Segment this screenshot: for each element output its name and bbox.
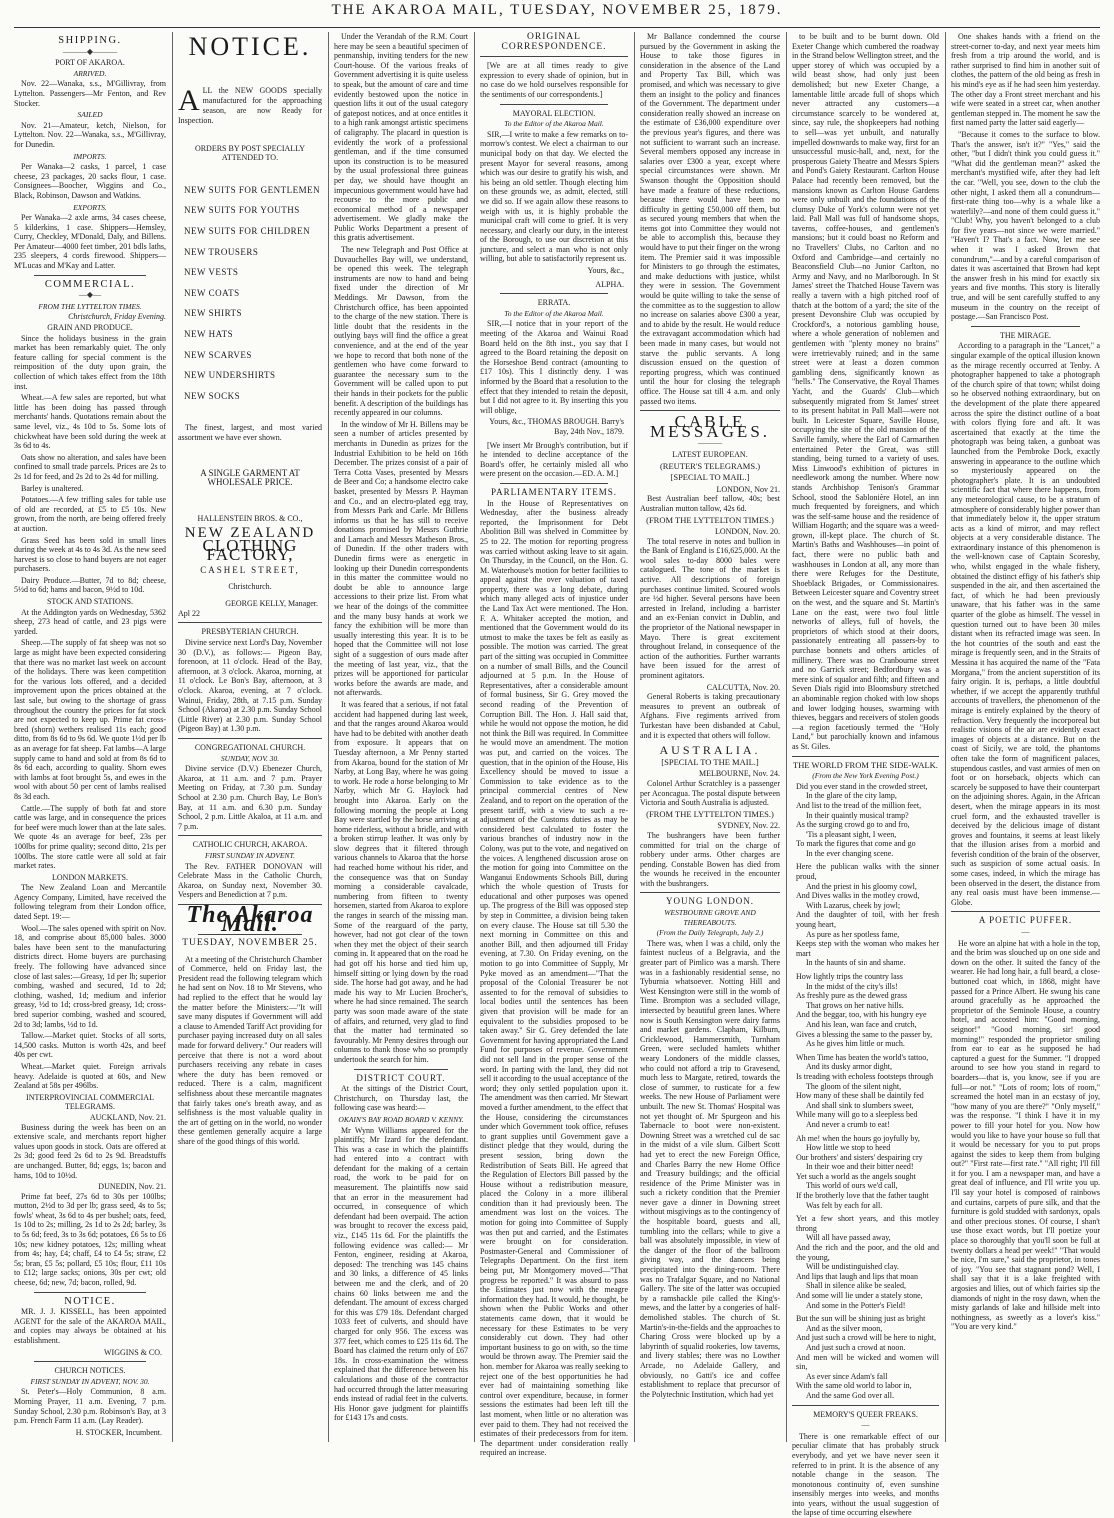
drop-cap-a: A [178,83,200,117]
poem-line: And lips that laugh and lips that moan [796,1271,918,1281]
source-line: (From the New York Evening Post.) [812,771,919,781]
church-date: FIRST SUNDAY IN ADVENT, NOV. 30. [30,1376,150,1386]
article-paragraph: He wore an alpine hat with a hole in the top, and the brim was slouched up on one side and down on the other. It suited the fancy of the wearer. He had long hair, a full beard, a close-buttoned coat which, in 1868, might have passed for a Prince Albert. He swung his cane around gracefully as he approached the proprietor of the Seminole House, a country hotel, and accosted him: "Good morning, seignor!" "Good morning, sir! good morning!" responded the proprietor smiling from ear to ear as he supposed he had captured a guest for the Summer. "I dropped around to see how you stand in regard to boarders—that is, you know, see if you are full—or not." "Lots of room; lots of room," screamed the hotel man in an ecstasy of joy, "how many of you are there?" "Only myself," was the response. "I think I have it in my power to fill your hotel for you. Now how would you like to have your house so full that it would be necessary for you to put props against the sides to keep them from bulging out?" "First rate—first rate." "All right; I'll fill it for you. I am a newspaper man, and have a great deal of influence, and I'll write you up. I'll say your hotel is composed of rainbows and curtains, carpets of pure silk, and that the furniture is gold studded with sardonyx, opals and other precious stones. Of course, I shan't use those exact words, but I'll poetize your place so thoroughly that you'll soon be full at twenty dollars a head per week!" "That would be nice, I'm sure," said the proprietor, in tones of joy. "You see that stagnant pond? Well, I shall say that it is a lake freighted with argosies and lilies, out of which fairies sip the diamonds of night in the rosy dawn, when the misty garlands of lake and hillside melt into nothingness, as sweetly as a lover's kiss." "You are very kind." [951,938,1100,1332]
poem-line: And never a crumb to eat! [806,1119,890,1129]
article-paragraph: In the House of Representatives on Wednesday, after the business already reported, the Imprisonment for Debt Abolition Bill was shelved in Committee by 25 to 22. The motion for reporting progress was carried without asking leave to sit again. On Thursday, in the Council, on the Hon. G. M. Waterhouse's motion for better facilities to appeal against the over valuation of taxed property, there was a long debate, during which many alleged acts of injustice under the Land Tax Act were mentioned. The Hon. F. A. Whitaker accepted the motion, and mentioned that the Government would do its utmost to make the taxes be felt as easily as possible. The motion was carried. The great part of the sitting was occupied in Committee on a number of small Bills, and the Council adjourned at 5 p.m. In the House of Representatives, after a considerable amount of formal business, Sir G. Grey moved the second reading of the Prevention of Corruption Bill. The Hon. J. Hall said that, while he would not oppose the motion, he did not think the Bill was required. In Committee he would move an amendment. The motion was put, and carried on the voices. The question, that in the opinion of the House, His Excellency should be moved to issue a Commission to take evidence as to the principal commercial centres of New Zealand, and to report on the operation of the present tariff, with a view to such a re-adjustment of the Customs duties as may be considered best calculated to foster the various branches of industry now in the Colony, was put to the vote, and negatived on the voices. A lengthened discussion arose on the motion for going into Committee on the Wanganui Endowments Schools Bill, during which the whole question of Trusts for educational and other purposes was opened up. The progress of the Bill was opposed step by step in Committee, a division being taken on every clause. The House sat till 5.30 the next morning in Committee on this and another Bill, and then adjourned till Friday evening, at 7.30. On Friday evening, on the motion to go into Committee of Supply, Mr Pyke moved as an amendment—"That the proposal of the Colonial Treasurer be not assented to for the removal of subsidies to local bodies until the sentences has been given that provision will be made for an equivalent to the subsidies proposed to be taken away." Sir G. Grey defended the late Government for having appropriated the Land Fund for purposes of revenue. Government did not sell land in the proper sense of the word. In parting with the land, they did not sell it according to the usual acceptance of the word; they only settled population upon it. The amendment was then carried. Mr Stewart moved a further amendment, to the effect that the House, considering the circumstances under which Government took office, refuses to grant supplies until Government gave a distinct pledge that they would, during the present session, bring down the Redistribution of Seats Bill. He agreed that the Regulation of Electors Bill passed by the House without a redistribution measure, placed the Colony in a more illiberal condition than it had previously been. The amendment was lost on the voices. The motion for going into Committee of Supply was then put and carried, and the Estimates were brought on for consideration. Postmaster-General and Commissioner of Telegraphs Department. On the first item being put, Mr Montgomery moved—"That progress be reported." It was absurd to pass the Estimates just now with the meagre information they had. It would, he thought, be shown when the Public Works and other statements came down, that it would be necessary for these Estimates to be very considerably cut down. They had other important business to go on with, so the time would be thrown away. The Premier said the hon. member for Akaroa was really seeking to reject one of the best opportunities he had ever had of maintaining something like control over expenditure, because, in former sessions the estimates had been left till the last moment, when little or no alteration was ever paid to them. They had not received the estimates of their predecessors from for item. The department under consideration really required an increase. [480,498,628,1458]
ornament: —◆— [78,290,102,300]
poem-line: And men will be wicked and women will sin, [796,1352,939,1372]
dateline: CALCUTTA, Nov. 20. [706,682,780,692]
poem-line: Will all have passed away, [806,1233,891,1243]
poem-line: While many will go to a sleepless bed [796,1110,918,1120]
subheading-imports: IMPORTS. [73,151,107,161]
subheading-arrived: ARRIVED. [73,68,107,78]
memory-heading: MEMORY'S QUEER FREAKS. [813,1409,918,1419]
ornament: — [1021,927,1030,937]
column-rule [474,32,475,1442]
article-paragraph: In the window of Mr H. Billens may be seen a number of articles presented by merchants in Dunedin as prizes for the Industrial Exhibition to be held on 16th December. The prizes consist of a pair of Terra Cotta Vases, presented by Messrs de Beer and Co; a handsome electro cake basket, presented by Messrs P. Hayman and Co., and an electro-plated egg tray, from Messrs Park and Carle. Mr Billens informs us that he has still to receive donations promised by Messrs Guthrie and Larnach and Messrs Matheson Bros., of Dunedin. If the other traders with Dunedin firms were as energetic in looking up their Dunedin correspondents in this matter the committee would no doubt be able to announce large accessions to their prize list. From what we hear of the doings of the committee and the many busy hands at work we fancy the exhibition will be more than usually interesting this year. It is to be hoped that the Committee will not lose sight of a suggestion of ours made after the meeting of last year, viz., that the prizes will be apportioned for particular works before the awards are made, and not afterwards. [334,419,468,698]
poem-line: And Dives walks in the motley crowd, [796,891,920,901]
goods-item: NEW UNDERSHIRTS [184,370,276,381]
article-paragraph: At the Addington yards on Wednesday, 5362 sheep, 273 head of cattle, and 23 pigs were yarded. [14,607,166,636]
column-sidewalk [792,32,939,1518]
article-paragraph: According to a paragraph in the "Lancet," a singular example of the optical illusion known as the mirage recently occurred at Tenby. A photographer happened to take a photograph of the church spire of that town; whilst doing so he observed nothing extraordinary, but on the development of the plate there appeared across the spire the distinct outline of a boat with colors flying fore and aft. It was ascertained that exactly at the time the photograph was being taken, a gunboat was launched from the Pembroke Dock, exactly answering in appearance to the outline which so mysteriously appeared on the photographer's plate. It is an undoubted scientific fact that where there happens, from any meteorological cause, to be a stratum of atmosphere of considerably higher power than that immediately below it, the upper stratum acts as a kind of mirror, and may reflect objects at a very considerable distance. The extraordinary instance of this phenomenon is the well-known case of Captain Scoresby, who, whilst engaged in the whale fishery, obtained the distinct effigy of his father's ship suspended in the air, and then ascertained the fact, of which he had been previously unaware, that his father was in the same quarter of the globe as himself. The vessel in question turned out to have been 30 miles distant when its refracted image was seen. In the hot countries of the south and east the mirage is frequently seen, and in the Straits of Messina it has acquired the name of the "Fata Morgana," from the ancient superstition of its fairy origin. It is, perhaps, a little doubtful whether, if we accept the apparently truthful accounts of travellers, the phenomenon of the mirage is entirely explained by the theory of refraction. Very frequently the incorporeal but realistic visions of the air are evidently exact images of objects at a distance. But on the coast of Sicily, we are told, the phantoms often take the form of magnificent palaces, stupendous castles, and vast armies of men on foot or on horseback, objects which can scarcely be supposed to have their counterpart on the adjoining shores. Again, in the African desert, when the mirage appears in its most cruel form, and the exhausted traveller is deceived by the delicious image of distant groves and fountains, it seems at least likely that the illusion arises from a morbid and feverish condition of the brain of the observer, such as suspicion of some actual oasis. In some cases, indeed, in which the mirage has been observed in the desert, the distance from any real oasis must have been immense.—Globe. [951,341,1100,907]
goods-item: NEW SUITS FOR CHILDREN [184,225,311,236]
poem-line: Gives a blessing the same to the passer by, [796,1029,933,1039]
goods-item: NEW SHIRTS [184,308,243,319]
poem-line: With Lazarus, cheek by jowl; [806,900,901,910]
sailed-text: Nov. 21—Amateur, ketch, Nielson, for Lyttelton. Nov. 22—Wanaka, s.s., M'Gillivray, for Dunedin. [14,120,166,149]
mirage-heading: THE MIRAGE. [999,330,1052,340]
letter-signature: Yours, &c., THOMAS BROUGH. Barry's Bay, 24th Nov., 1879. [489,417,624,436]
poem-line: Will be undistinguished clay. [806,1262,899,1272]
letter-text: SIR,—I write to make a few remarks on to-morrow's contest. We elect a chairman to our municipal body on that day. We elected the present Mayor for several reasons, among which was our desire to gratify his wish, and his being an old settler. Though electing him on these grounds we, as admit, elected, still we did so. If we again allow these reasons to weigh with us, it is highly probable the municipal craft will come to grief. It is very necessary, and clearly our duty, in the interest of the Borough, to use our discretion at this juncture, and select a man who is not only willing, but able to satisfactorily represent us. [480,129,628,264]
poem-line: Yet such a world as the angels sought [796,1171,916,1181]
masthead: THE AKAROA MAIL, TUESDAY, NOVEMBER 25, 1879. [331,2,783,18]
poem-line: And the priest in his gloomy cowl, [806,881,917,891]
poem-line: And his lean, wan face and crutch, [806,1019,917,1029]
article-paragraph: Sheep.—The supply of fat sheep was not so large as might have been expected considering that there was no market last week on account of the holidays. There was keen competition for the various lots offered, and a decided improvement upon the prices obtained at the last sale, but owing to the shortage of grass throughout the country the prices for fat stock are not expected to keep up. Prime fat cross-bred (shorn) wethers realised 11s each; good ditto, from 8s 6d to 9s 6d. We quote 1½d per lb as an average for fat sheep. Fat lambs—A large supply came to hand and sold at from 8s 6d to 8s 6d each, according to quality. Shorn ewes with lambs at foot brought 5s, and ewes in the wool with about 50 per cent of lambs realised 8s 3d each. [14,638,166,801]
poem [792,782,939,1401]
source-line: (From the Daily Telegraph, July 2.) [656,928,764,938]
divider [500,104,608,105]
divider [792,1405,939,1406]
paper-nameplate: The Akaroa Mail. [186,901,314,938]
finest-assortment: The finest, largest, and most varied assortment we have ever shown. [178,423,322,442]
goods-item: NEW TROUSERS [184,246,259,257]
column-rule [786,32,787,1442]
cable-text: Best Australian beef tallow, 40s; best Australian mutton tallow, 42s 6d. [640,494,780,513]
dateline: DUNEDIN, Nov. 21. [98,1182,166,1192]
column-correspondence [480,32,628,1458]
goods-item: NEW SUITS FOR YOUTHS [184,205,300,216]
notice-heading: NOTICE. [64,1295,116,1307]
poem-line: In the midst of the city's ills! [806,981,898,991]
divider [640,410,780,411]
article-paragraph: Mr Wynn Williams appeared for the plaintiffs; Mr Izard for the defendant. This was a case in which the plaintiffs had entered into a contract with defendant for the making of a certain road, the work to be paid for on measurement. The plaintiffs now said that an error in the measurement had occurred, in consequence of which defendant had been overpaid. The action was brought to recover the excess paid, viz., £145 11s 6d. For the plaintiffs the following evidence was called:— Mr Fenton, engineer, residing at Akaroa, deposed: The trenching was 145 chains and 30 links, a difference of 45 links between me and the clerk, and of 20 chains 60 links between me and the defendant. The amount of excess charged for this was £79 18s. Defendant charged 1033 feet of culverts, and should have charged for only 956. The excess was 377 feet, which comes to £25 11s 6d. The Board has claimed the return only of £67 18s. In cross-examination the witness explained that the difference between his calculations and those of the contractor had occurred through the latter measuring ends instead of radial feet in the culverts. His Honor gave judgment for plaintiffs for £143 17s and costs. [334,1125,468,1423]
section-heading-shipping: SHIPPING. [58,35,122,46]
poem-line: As he gives him little or much. [806,1039,905,1049]
poem-line: In the ever changing scene. [806,848,894,858]
letter-text: SIR,—I notice that in your report of the meeting of the Akaroa and Wainui Road Board held on the 8th inst., you say that I agreed to the Board retaining the deposit on the Horseshoe Bend contract (amounting to £17 10s). This I distinctly deny. I was informed by the Board that a resolution to the effect that they intended to retain the deposit, but I did not agree to it. By inserting this you will oblige, [480,319,628,415]
latest-european: LATEST EUROPEAN. [672,449,748,459]
divider [500,483,608,484]
parliamentary-heading: PARLIAMENTARY ITEMS. [490,486,618,497]
new-goods-list [178,186,322,402]
cable-text: The total reserve in notes and bullion in the Bank of England is £16,625,000. At the wool sales to-day 8000 bales were catalogued. The tone of the market is active. All descriptions of foreign purchases continue limited. Scoured wools are ½d higher. Several persons have been arrested in Ireland, including a barrister and an ex-Fenian convict in Dublin, and the proprietor of the National newspaper in Mayo. There is great excitement throughout Ireland, in consequence of the action of the authorities. Further warrants have been issued for the arrest of prominent agitators. [640,536,780,680]
orders-by-post: ORDERS BY POST SPECIALLY ATTENDED TO. [194,143,306,163]
dateline: MELBOURNE, Nov. 24. [698,769,780,779]
article-paragraph: "Because it comes to the surface to blow. That's the answer, isn't it?" "Yes," said the other, "but I didn't think you could guess it." "What did the gentleman mean?" asked the merchant's mystified wife, after they had left the car. "Well, you see, down to the club the other night, I asked them all a conundrum—first-rate thing too—why is a whale like a waterlily?—and none of them could guess it." "Club! Why, you haven't belonged to a club for five years—not since we were married." "Haven't I? That's a fact. Now, let me see when it was I asked Brown that conundrum,"—and by a careful comparison of dates it was ascertained that Brown had kept the answer fresh in his mind for exactly six years and five months. This story is literally true, and will be sent carefully stuffed to any museum in the country on the receipt of postage.—San Francisco Post. [951,129,1100,322]
correspondence-heading: ORIGINAL CORRESPONDENCE. [501,32,607,52]
hallenstein-bros: HALLENSTEIN BROS. & CO., [197,513,303,523]
exports-text: Per Wanaka—2 axle arms, 34 cases cheese, 5 kilderkins, 1 case. Shippers—Hemsley, Curry, Checkley, M'Donald, Daly, and Billens. Per Amateur—4000 feet timber, 201 bdls laths, 235 sleepers, 4 cords firewood. Shippers—M'Lucas and M'Kay and Latter. [14,213,166,271]
poem-line: 'Tis a pleasant sight, I ween, [806,829,897,839]
cashel-street: CASHEL STREET, [200,565,300,576]
errata-heading: ERRATA. [537,298,571,308]
ornament: ——— [698,438,722,448]
article-paragraph: Mr Ballance condemned the course pursued by the Government in asking the House to take those figures in consideration in the absence of the Land and Property Tax Bill, which was promised, and which was necessary to give them an insight to the policy and finances of the Government. The department under consideration really showed an increase on the estimate of £36,000 expenditure over the previous year's figures, and there was not sufficient to warrant such an increase. Several members opposed any increase in salaries over £300 a year, except where special circumstances were shown. Mr Swanson thought the Opposition should have made a feature of these reductions, because there would have been no difficulty in getting £50,000 off them, but as secured young members that when the items got into Committee they would not be able to accomplish this, because they would have to put their finger on the wrong item. The Premier said it was impossible for Ministers to go through the estimates, and make deductions with justice, whilst they were in session. The Government would be quite willing to take the sense of the committee as to the suggestion to allow no increase on salaries above £300 a year, and to abide by the result. He would reduce the extravagant accommodation which had been made in many cases, but would not starve the public servants. A long discussion ensued on the question of reporting progress, which was continued until the hour for closing the telegraph office. The House sat till 4 a.m. and only passed two items. [640,32,780,406]
poem-line: And some in the Potter's Field! [806,1300,906,1310]
poem-line: And shall sink to slumbers sweet, [806,1100,914,1110]
divider [354,1069,448,1070]
column-rule [945,32,946,1442]
article-paragraph: Grass Seed has been sold in small lines during the week at 4s to 4s 3d. As the new seed harvest is so close to hand buyers are not eager purchasers. [14,535,166,574]
column-rule [328,32,329,1442]
article-paragraph: Under the Verandah of the R.M. Court here may be seen a beautiful specimen of penmanship, inviting tenders for the new Court-house. Of the various freaks of Government advertising it is quite useless to speak, but the amount of care and time evidently bestowed upon the notice in question lifts it out of the usual category of gatepost notices, and at once entitles it to a high rank amongst artistic specimens of caligraphy. The placard in question is evidently the work of a professional gentleman, and if the time consumed upon its construction is to be measured by the usual professional three guineas per day, we should have thought an impecunious government would have had recourse to the more public and economical method of a newspaper advertisement. We gladly make the Public Works Department a present of this gratis advertisement. [334,32,468,243]
young-london-subheading: WESTBOURNE GROVE AND THEREABOUTS. [664,908,756,927]
catholic-heading: CATHOLIC CHURCH, AKAROA. [192,840,308,850]
column-shipping-commercial [14,32,166,1442]
dateline: LONDON, Nov 21. [716,484,780,494]
poem-line: Keeps step with the woman who makes her mart [796,939,939,958]
ad-date: Apl 22 [178,608,200,618]
mayoral-heading: MAYORAL ELECTION. [512,108,596,118]
district-court-heading: DISTRICT COURT. [356,1072,446,1083]
article-paragraph: It was feared that a serious, if not fatal accident had happened during last week, and that the ranges around Akaroa would have had to be debited with another death from exposure. It appears that on Tuesday afternoon, a Mr Penny started from Akaroa, bound for the station of Mr Narby, at Long Bay, where he was going to work. He rode a horse belonging to Mr Narby, which Mr G. Haylock had brought into Akaroa. Early on the following morning the people at Long Bay were startled by the horse arriving at home riderless, without a bridle, and with a broken stirrup leather. It was only by slow degrees that it filtered through various channels to Akaroa that the horse had reached home without his rider, and the consequence was that on Sunday morning a considerable cavalcade, numbering from fifteen to twenty horsemen, started from Akaroa to explore the ranges in search of the missing man. Some of the rearguard of the party, however, had not got clear of the town when they met the object of their search coming in. It appeared that on the road he had got off his horse and tied him up, himself sitting or lying down by the road side. The horse had got away, and he had made his way to Mr Lucien Brocher's, where he had since remained. The search party was soon made aware of the state of affairs, and returned, very glad to find that the matter had terminated so favourably. Mr Penny desires through our columns to thank those who so promptly undertook the search for him. [334,699,468,1064]
article-paragraph: to be built and to be burnt down. Old Exeter Change which cumbered the roadway in the Strand below Wellington street, and the upper storey of which was occupied by a wild beast show, had only just been demolished; but new Exeter Change, a lamentable little arcade full of shops which never attracted any customers—a circumstance scarcely to be wondered at, since, say rule, the shopkeepers had nothing to sell—was yet unbuilt, and naturally impelled downwards to make way, first for an unsuccessful music-hall, and, next, for the prosperous Gaiety Theatre and Messrs Spiers and Pond's Gaiety Restaurant. Carlton House Palace had recently been removed, but the mansions known as Carlton House Gardens were only unbuilt and the foundations of the clumsy Duke of York's column were not yet laid. Pall Mall was full of handsome shops, taverns, coffee-houses, and gentlemen's mansions; but it could boast no Reform and no Travellers' Clubs, no Carlton and no Oxford and Cambridge—and certainly no Beaconsfield Club—no Junior Carlton, no Army and Navy, and no Marlborough. In St James' street the Thatched House Tavern was really a tavern with a high pitched roof of thatch at the bottom of a yard; the site of the present Devonshire Club was occupied by Crockford's, a notorious gambling house, where a whole generation of noblemen and gentlemen with "plenty money no brains" were irretrievably ruined; and in the same street were at least a dozen common gambling dens, significantly known as "hells." The Conservative, the Royal Thames Yacht, and the Guards' Club—which subsequently migrated from St James' street to its present habitat in Pall Mall—were not built. In Leicester Square, Saville House, occupying the site of the old mansion of the Saville family, where the Earl of Carmarthen entertained Peter the Great, was still standing, being turned to a variety of uses. Miss Linwood's exhibition of pictures in needlework among the number. Where now stands Archbishop Tenison's Grammar School, stood the Sablonière Hotel, an inn much frequented by foreigners, and which was the self-same house and the residence of William Hogarth; and the square was a weed-grown, ill-kept place. The church of St. Martin's Baths and Washhouses—in point of fact, there were no public bath and washhouses in London at all, any more than there were Refuges for the Destitute, Shoeblack Brigades, or Commissionaires. Between Leicester square and Coventry street on the west, and the square and St. Martin's Lane on the east, were two foul little networks of alleys, full of hovels, the proprietors of which stood at their doors, passionately entreating all passers-by to purchase bonnets and others articles of millinery. There was no Cranbourne street and no Garrick street; Bedfordbury was a mere sink of squalor and filth; and fifteen and Seven Dials rigid into Bloomsbury stretched an abominable region choked with low shops and lower lodging houses, swarming with thieves, beggars and receivers of stolen goods—a region facetiously termed the "Holy Land," but parochially known and infamous as St. Giles. [792,32,939,751]
article-paragraph: Tallow.—Market quiet. Stocks of all sorts, 14,500 casks. Mutton is worth 42s, and beef 40s per cwt. [14,1031,166,1060]
arrived-text: Nov. 22—Wanaka, s.s., M'Gillivray, from Lyttelton. Passengers—Mr Fenton, and Rev Stocker. [14,79,166,108]
article-paragraph: The new Telegraph and Post Office at Duvauchelles Bay will, we understand, be opened this week. The telegraph instruments are now to hand and being fixed under the direction of Mr Meddings. Mr Dawson, from the Christchurch office, has been appointed to the charge of the new station. There is little doubt that the residents in the outlying bays will find the office a great convenience, and at the end of the year we hope to record that both none of the gentlemen who have come forward to guarantee the necessary sum to the Government will be called upon to put their hands in their pockets for the public benefit. A description of the buildings has recently appeared in our columns. [334,245,468,418]
poem-line: But the sun will be shining just as bright [796,1314,926,1324]
source-line: (REUTER'S TELEGRAMS.) [659,460,761,471]
article-paragraph: Since the holidays business in the grain market has been remarkably quiet. The only feature calling for special comment is the reimposition of the duty upon grain, the collection of which takes effect from the 18th inst. [14,333,166,391]
disclaimer: [We are at all times ready to give expression to every shade of opinion, but in no case do we hold ourselves responsible for the sentiments of our correspondents.] [480,61,628,99]
poem-line: And its dusky armor dight, [806,1062,892,1072]
poem-line: And as the silver moon, [806,1323,883,1333]
article-paragraph: There was, when I was a child, only the faintest nucleus of a Belgravia, and the greater part of Pimlico was a marsh. There was in a fashionably residential sense, no Tyburnia whatsoever. Notting Hill and West Kensington were still in the womb of Time. Brompton was a secluded village, intersected by beautiful green lanes. Where now is South Kensington were dairy farms and market gardens. Clapham, Kilburn, Cricklewood, Hammersmith, Turnham Green, were secluded hamlets whither weary Londoners of the middle classes, who could not afford a trip to Gravesend, much less to Margate, retired, towards the close of summer, to rusticate for a few weeks. The new House of Parliament were unbuilt. The new St. Thomas' Hospital was not yet thought of. Mr Spurgeon and his Tabernacle to boot were non-existent. Downing Street was a wretched cul de sac in the midst of a vile slum. Gilbert Scott had yet to erect the new Foreign Office, and Charles Barry the new Home Office and Treasury buildings; and the official residence of the Prime Minister was in such a rickety condition that the Premier never gave a dinner in Downing street without misgivings as to the contingency of the hospitable board, guests and all, tumbling into the cellars; while to give a ball was absolutely impossible, in view of the danger of the floor of the ballroom giving way, and the dancers being precipitated into the dining-room. There was no Trafalgar Square, and no National Gallery. The site of the latter was occupied by a ramshackle pile called the King's-mews, and the latter by a congeries of half-demolished stables. The church of St. Martin's-in-the-fields and the approaches to Charing Cross were blocked up by a labyrinth of squalid rookeries, low taverns, and livery stables; there was no Lowther Arcade, no Adelaide Gallery, and obviously, no Gatti's ice and coffee establishment to replace that precursor of the Polytechnic Institution, which had yet [640,938,780,1399]
goods-text: LL the NEW GOODS specially manufactured for the approaching season, are now Ready for Inspection. [178,85,322,125]
dateline: SYDNEY, Nov. 22. [717,821,780,831]
cable-text: The bushrangers have been further committed for trial on the charge of robbery under arms. Other charges are pending. Constable Bowen has died from the wounds he received in the encounter with the bushrangers. [640,830,780,888]
poem-line: Did you ever stand in the crowded street, [796,781,928,791]
cable-messages-heading: CABLE MESSAGES. [649,412,771,441]
notice-text: MR. J. J. KISSELL, has been appointed AGENT for the sale of the AKAROA MAIL, and copies may always be obtained at his establishment. [14,1307,166,1345]
article-paragraph: Cattle.—The supply of both fat and store cattle was large, and in consequence the prices for beef were much lower than at the late sales. We quote 4s an average for beef, 23s per 100lbs for prime quality; second ditto, 21s per 100lbs. The store cattle were all sold at fair market rates. [14,803,166,871]
subheading-sailed: SAILED [77,110,103,120]
poem-line: As the surging crowd go to and fro, [796,820,910,830]
article-paragraph: Oats show no alteration, and sales have been confined to small trade parcels. Prices are 2s to 2s 1d for feed, and 2s 2d to 2s 4d for milling. [14,452,166,481]
divider [178,738,322,739]
imports-text: Per Wanaka—2 casks, 1 parcel, 1 case cheese, 23 packages, 20 sacks flour, 1 case. Consignees—Boocher, Wiggins and Co., Black, Robinson, Dawson and Watkins. [14,162,166,200]
church-notices-heading: CHURCH NOTICES. [54,1366,126,1376]
dateline: LONDON, Nov. 20. [714,527,780,537]
source-line: (FROM THE LYTTELTON TIMES.) [646,808,774,819]
poem-line: And list to the tread of the million feet, [796,800,922,810]
source-line: (FROM THE LYTTELTON TIMES.) [646,514,774,525]
poem-line: Yet a few short years, and this motley throng [796,1214,939,1233]
column-local-news [334,32,468,1442]
subheading-exports: EXPORTS. [73,202,107,212]
church-signature: H. STOCKER, Incumbent. [75,1427,162,1437]
poem-line: And the same God over all. [806,1390,894,1400]
port-heading: PORT OF AKAROA. [55,58,125,68]
poem-line: And the daughter of toil, with her fresh young heart, [796,910,939,930]
presbyterian-heading: PRESBYTERIAN CHURCH. [201,627,299,637]
poem-line: How lightly trips the country lass [796,972,903,981]
catholic-date: FIRST SUNDAY IN ADVENT. [204,850,295,860]
australia-heading: AUSTRALIA. [659,743,761,758]
poem-line: In their quaintly musical tramp? [806,810,909,820]
article-paragraph: Wheat.—Market quiet. Foreign arrivals heavy. Adelaide is quoted at 60s, and New Zealand at 58s per 496lbs. [14,1061,166,1091]
divider [792,756,939,757]
poem-line: Was felt by each for all. [806,1200,883,1210]
letter-closing: Yours, &c., [587,266,624,276]
poem-line: Is treading with echoless footsteps through [796,1071,934,1081]
subheading-stock: STOCK AND STATIONS. [46,597,134,607]
poem-line: And the rich and the poor, and the old and the young, [796,1243,939,1262]
column-cable-messages [640,32,780,1442]
article-paragraph: Dairy Produce.—Butter, 7d to 8d; cheese, 5½d to 6d; hams and bacon, 9½d to 10d. [14,575,166,595]
poem-line: As ever since Adam's fall [806,1371,888,1381]
goods-item: NEW SOCKS [184,390,241,401]
editor-note: [We insert Mr Brough's contribution, but if he intended to decline acceptance of the Board's offer, he certainly misled all who were present on the occasion.—ED. A. M.] [480,440,628,479]
congregational-heading: CONGREGATIONAL CHURCH. [194,742,306,752]
top-rule [14,27,1100,28]
divider [34,275,146,276]
article-paragraph: One shakes hands with a friend on the street-corner to-day, and next year meets him fresh from a trip around the world, and is rather surprised to find him in another suit of clothes, the pattern of the old being as fresh in his mind's eye as if he had seen him yesterday. The other day a Front street merchant and his wife were seated in a street car, when another gentleman stepped in. The moment he saw the first named party the latter said eagerly— [951,32,1100,128]
poem-line: This world of ours we'd call, [806,1181,898,1191]
goods-item: NEW HATS [184,328,234,339]
goods-item: NEW SCARVES [184,349,252,360]
article-paragraph: Wool.—The sales opened with spirit on Nov. 18, and comprise about 85,000 bales. 3000 bales have been sent to the manufacturing districts direct. Home buyers are purchasing freely. The following have advanced since close of last sales:—Greasy, 1d per lb; superior combing, washed and secured, 1d to 2d; clothing, washed, 1d; medium and inferior greasy, ½d to 1d; cross-bred greasy, 1d; cross-bred superior combing, washed and scoured, 2d to 3d; lambs, ½d to 1d. [14,923,166,1029]
dateline: Christchurch, Friday Evening. [68,312,166,322]
poem-line: In the haunts of sin and shame. [806,958,906,968]
subheading-grain: GRAIN AND PRODUCE. [47,323,133,333]
source-line: [SPECIAL TO THE MAIL.] [661,756,759,767]
poem-line: If the brotherly love that the father taught [796,1191,929,1201]
divider [178,622,322,623]
source-line: [SPECIAL TO MAIL.] [670,472,750,483]
poem-line: The gloom of the silent night, [806,1081,902,1091]
case-title: OKAIN'S BAY ROAD BOARD V. KENNY. [338,1114,464,1124]
goods-item: NEW SUITS FOR GENTLEMEN [184,184,321,195]
ornament: ———◆——— [62,46,118,56]
poem-line: As freshly pure as the dewed grass [796,991,908,1001]
divider [34,1361,146,1362]
poem-line: How many of these shall be daintily fed [796,1091,924,1101]
poem-line: Here the publican walks with the sinner proud, [796,862,939,882]
poem-line: Shall in silence alike be sealed, [806,1281,906,1291]
cable-text: General Roberts is taking precautionary measures to prevent an outbreak of Afghans. Five regiments arrived from Turkestan have been disbanded at Cabul, and it is expected that others will follow. [640,692,780,740]
article-paragraph: Wheat.—A few sales are reported, but what little has been doing has passed through merchants' hands. Quotations remain about the same level, viz., 4s 10d to 5s. Some lots of chickwheat have been sold during the week at 3s 6d to 4s. [14,393,166,451]
goods-item: NEW COATS [184,287,240,298]
divider [951,911,1100,912]
goods-announcement [178,83,322,126]
notice-signature: WIGGINS & CO. [104,1347,162,1357]
ornament: — [861,1420,870,1430]
poem-line: In their woe and their bitter need! [806,1162,914,1172]
young-london-heading: YOUNG LONDON. [666,896,754,907]
poem-line: Ah me! when the hours go joyfully by, [796,1133,920,1143]
column-miscellany [951,32,1100,1442]
poem-line: And the beggar, too, with his hungry eye [796,1010,927,1020]
divider [640,892,780,893]
cable-text: Colonel Arthur Scratchley is a passenger per Aconcagua. The postal dispute between Victoria and South Australia is adjusted. [640,778,780,808]
poem-line: And some will lie under a stately stone, [796,1291,923,1300]
article-paragraph: Potatoes.—A few trifling sales for table use of old are recorded, at £5 to £5 10s. New grown, from the north, are being offered freely at auction. [14,495,166,533]
column-advertisements [178,32,322,1442]
divider [971,326,1080,327]
poetic-puffer-heading: A POETIC PUFFER. [978,915,1073,926]
divider [480,56,628,57]
manager-signature: GEORGE KELLY, Manager. [225,599,318,609]
presbyterian-text: Divine service next Lord's Day, November 30 (D.V.), as follows:— Pigeon Bay, forenoon, at 11 o'clock. Head of the Bay, afternoon, at 3 o'clock. Akaroa, morning, at 11 o'clock. Le Bon's Bay, afternoon, at 3 o'clock. Akaroa, evening, at 7 o'clock. Wainui, Friday, 28th, at 7.15 p.m. Sunday School (Akaroa) at 2.30 p.m. Sunday School (Little River) at 2.30 p.m. Sunday School (Pigeon Bay) at 1.30 p.m. [178,638,322,734]
new-zealand-heading: NEW ZEALAND [184,525,316,542]
column-rule [634,32,635,1442]
divider [34,1292,146,1293]
poem-line: With the same old world to labor in, [796,1381,912,1391]
article-paragraph: Prime fat beef, 27s 6d to 30s per 100lbs; mutton, 2½d to 3d per lb; grass seed, 4s to 5s; fowls' wheat, 3s 6d to 4s per bushel; oats, feed, 1s 10d to 2s; milling, 2s 1d to 2s 2d; barley, 3s to 5s 6d; feed, 3s to 3s 6d; potatoes, £6 5s to £6 10s; new kidney potatoes, 12s; milling wheat from 4s; hay, £4; chaff, £4 to £4 5s; straw, £2 5s; bran, £5 5s; pollard, £5 10s; flour, £11 10s to £12; large sacks; onions, 30s per cwt; old cheese, 6d; new, 7d; bacon, rolled, 9d. [14,1191,166,1288]
notice-title: NOTICE. [188,32,312,61]
section-heading-commercial: COMMERCIAL. [44,278,136,290]
catholic-text: The Rev. FATHER DONOVAN will Celebrate Mass in the Catholic Church, Akaroa, on Sunday next, November 30. Vespers and Benediction at 7 p.m. [178,861,322,900]
christchurch: Christchurch. [228,581,272,591]
single-garment: A SINGLE GARMENT AT WHOLESALE PRICE. [200,467,300,488]
congregational-text: Divine service (D.V.) Ebenezer Church, Akaroa, at 11 a.m. and 7 p.m. Prayer Meeting on Friday, at 7.30 p.m. Sunday School at 2.30 p.m. Church Bay, Le Bon's Bay, at 11 a.m. and 6.30 p.m. Sunday School, 2 p.m. Little Akaloa, at 11 a.m. and 7 p.m. [178,764,322,831]
divider [500,293,608,294]
clothing-factory-heading: CLOTHING FACTORY, [202,535,298,565]
poem-line: In the glare of the city lamp, [806,791,897,801]
editorial-text: At a meeting of the Christchurch Chamber of Commerce, held on Friday last, the President read the following telegram which he had sent on Nov. 18 to Mr Stevens, who had replied to the effect that he would lay the matter before the Ministers:—"It will save many disputes if Government will add a clause to Amended Tariff Act providing for purchaser paying increased duty on all sales made for forward delivery." Our readers will perceive that there is not a word about purchasers receiving any rebate in cases where the duty has been removed or reduced. There is a calm, magnificent selfishness about these mercantile magnates that fairly takes one's breath away, and as selfishness is the most valuable quality in the art of getting on in the world, no wonder these gentlemen generally acquire a large share of the good things of this world. [178,954,322,1146]
divider [178,835,322,836]
source-line: FROM THE LYTTELTON TIMES. [38,301,142,311]
poem-line: Our brothers' and sisters' despairing cry [796,1152,923,1162]
article-paragraph: Business during the week has been on an extensive scale, and merchants report higher values upon goods in stock. Oats are offered at 2s 3d; good feed 2s 6d to 2s 9d. Breadstuffs are unchanged. Butter, 8d; eggs, 1s; bacon and hams, 10d to 10½d. [14,1122,166,1180]
poem-line: How little we stop to heed [806,1143,891,1153]
editorial-date: TUESDAY, NOVEMBER 25. [182,938,318,949]
subheading-london-markets: LONDON MARKETS. [52,872,128,882]
poem-line: That grows on her native hills. [806,1000,904,1010]
church-text: St. Peter's—Holy Communion, 8 a.m. Morning Prayer, 11 a.m. Evening, 7 p.m. Sunday School, 2.30 p.m. Robinson's Bay, at 3 p.m. French Farm 11 a.m. (Lay Reader). [14,1387,166,1426]
to-editor: To the Editor of the Akaroa Mail. [504,119,604,129]
congregational-date: SUNDAY, NOV. 30. [220,753,280,763]
goods-item: NEW VESTS [184,267,239,278]
poem-line: When Time has beaten the world's tattoo, [796,1052,929,1062]
column-rule [172,32,173,1442]
dateline: AUCKLAND, Nov. 21. [89,1112,166,1122]
poem-line: To mark the figures that come and go [796,839,916,849]
article-paragraph: At the sittings of the District Court, Christchurch, on Thursday last, the following case was heard:— [334,1084,468,1113]
poem-line: As pure as her spotless fame, [806,929,900,939]
poem-line: And just such a crowd will be here to night, [796,1333,936,1343]
sidewalk-heading: THE WORLD FROM THE SIDE-WALK. [793,759,938,770]
article-paragraph: The New Zealand Loan and Mercantile Agency Company, Limited, have received the following telegram from their London office, dated Sept. 19:— [14,883,166,922]
to-editor: To the Editor of the Akaroa Mail. [504,308,604,318]
article-paragraph: Barley is unaltered. [21,483,84,493]
letter-signature: ALPHA. [595,279,624,289]
subheading-interprovincial: INTERPROVINCIAL COMMERCIAL TELEGRAMS. [26,1092,154,1112]
article-paragraph: There is one remarkable effect of our peculiar climate that has probably struck everybody, and yet we have never seen it referred to in print. It is the absence of any notable change in the season. The monotonous continuity of, even sunshine insensibly merges into weeks, and months into years, without the usual suggestion of the lapse of time occurring elsewhere [792,1431,939,1518]
poem-line: And just such a crowd at noon. [806,1342,906,1352]
